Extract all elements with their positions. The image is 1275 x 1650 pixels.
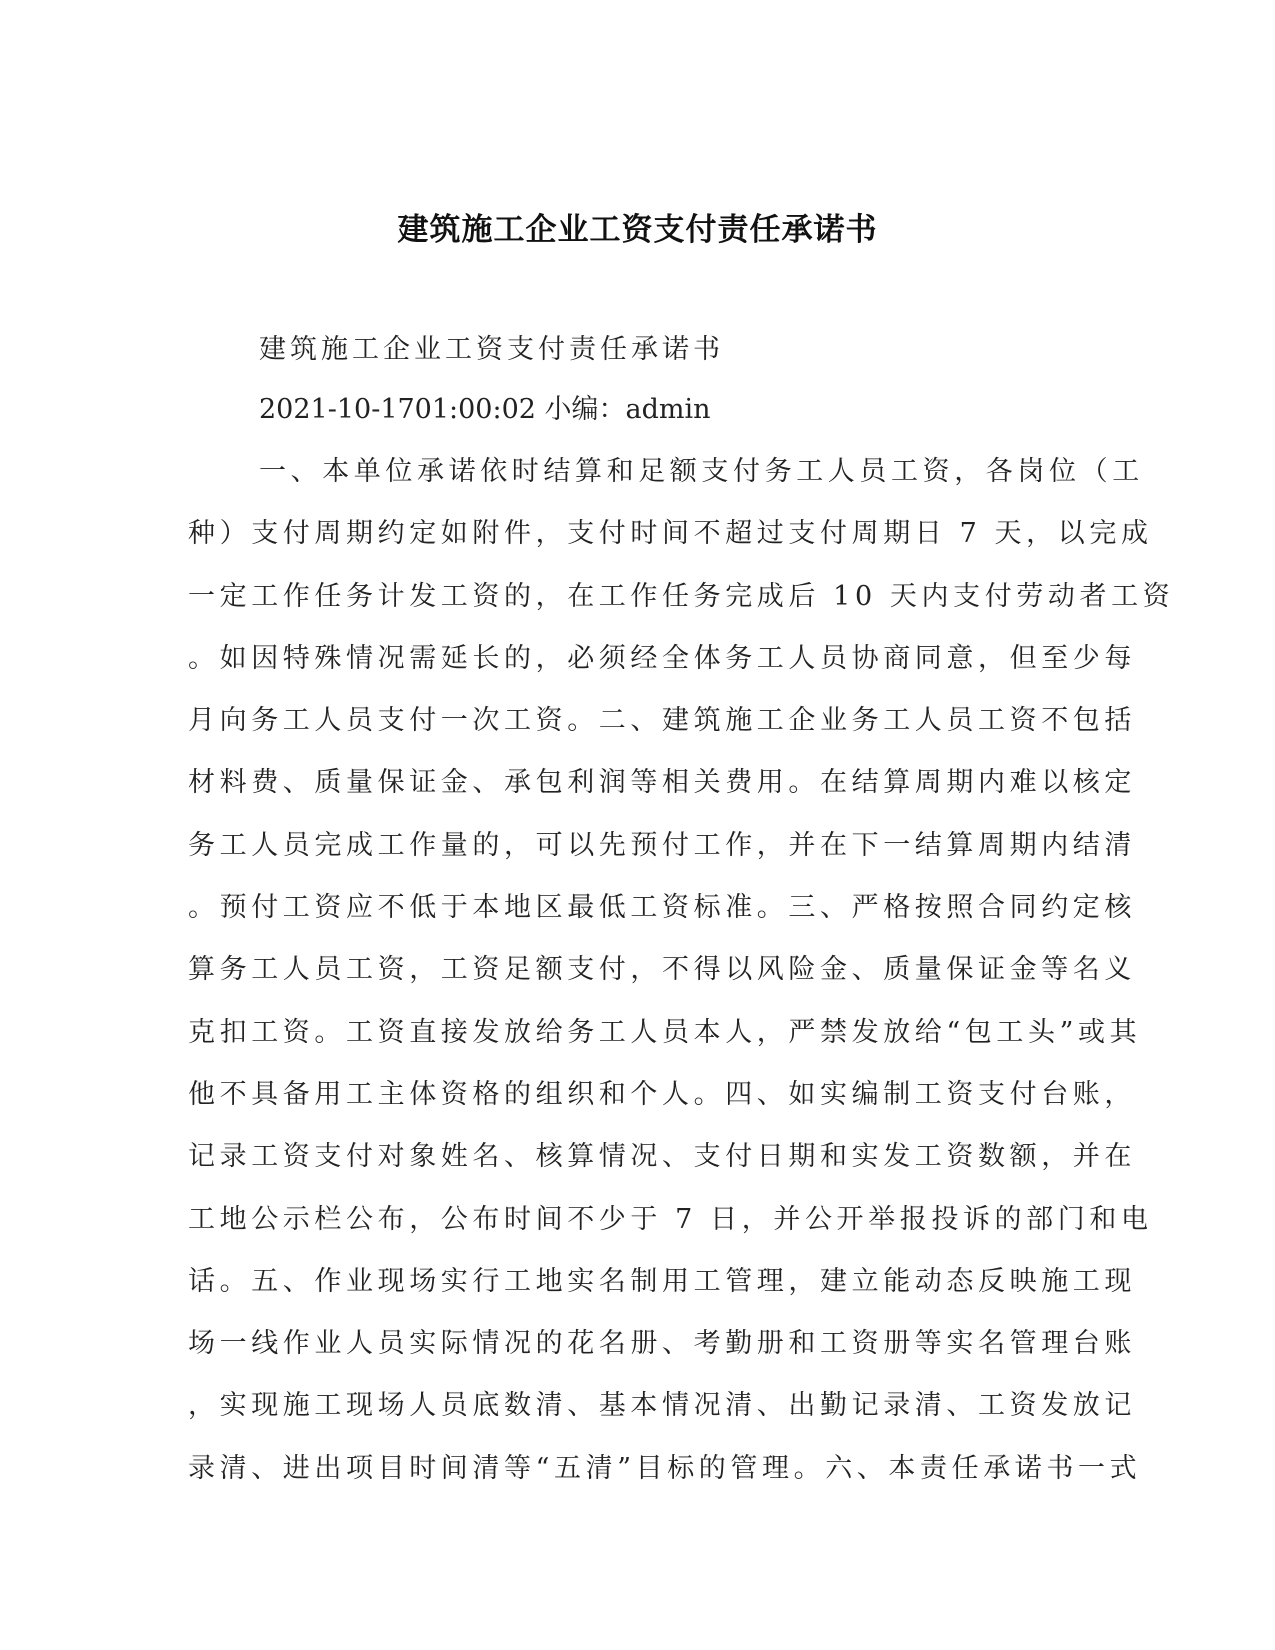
document-title: 建筑施工企业工资支付责任承诺书: [397, 212, 878, 248]
document-subtitle: 建筑施工企业工资支付责任承诺书: [259, 334, 724, 365]
body-line: 工地公示栏公布，公布时间不少于 7 日，并公开举报投诉的部门和电: [188, 1203, 1153, 1235]
body-line: 材料费、质量保证金、承包利润等相关费用。在结算周期内难以核定: [188, 767, 1136, 799]
body-line: 场一线作业人员实际情况的花名册、考勤册和工资册等实名管理台账: [188, 1328, 1136, 1360]
body-line: 。预付工资应不低于本地区最低工资标准。三、严格按照合同约定核: [188, 892, 1136, 924]
body-line: 一、本单位承诺依时结算和足额支付务工人员工资，各岗位（工: [259, 456, 1144, 487]
body-line: 务工人员完成工作量的，可以先预付工作，并在下一结算周期内结清: [188, 829, 1136, 861]
body-line: 他不具备用工主体资格的组织和个人。四、如实编制工资支付台账，: [188, 1078, 1136, 1110]
body-line: 记录工资支付对象姓名、核算情况、支付日期和实发工资数额，并在: [188, 1141, 1136, 1173]
body-line: 月向务工人员支付一次工资。二、建筑施工企业务工人员工资不包括: [188, 705, 1136, 737]
body-line: 克扣工资。工资直接发放给务工人员本人，严禁发放给“包工头”或其: [188, 1016, 1142, 1048]
body-line: 算务工人员工资，工资足额支付，不得以风险金、质量保证金等名义: [188, 954, 1136, 986]
publish-meta: 2021-10-1701:00:02 小编：admin: [259, 394, 711, 425]
body-text: [188, 452, 1175, 1511]
body-line: ，实现施工现场人员底数清、基本情况清、出勤记录清、工资发放记: [188, 1390, 1136, 1422]
body-line: 话。五、作业现场实行工地实名制用工管理，建立能动态反映施工现: [188, 1265, 1136, 1297]
body-line: 。如因特殊情况需延长的，必须经全体务工人员协商同意，但至少每: [188, 642, 1136, 674]
body-line: 录清、进出项目时间清等“五清”目标的管理。六、本责任承诺书一式: [188, 1452, 1142, 1484]
body-line: 种）支付周期约定如附件，支付时间不超过支付周期日 7 天，以完成: [188, 518, 1153, 550]
body-line: 一定工作任务计发工资的，在工作任务完成后 10 天内支付劳动者工资: [188, 580, 1175, 612]
